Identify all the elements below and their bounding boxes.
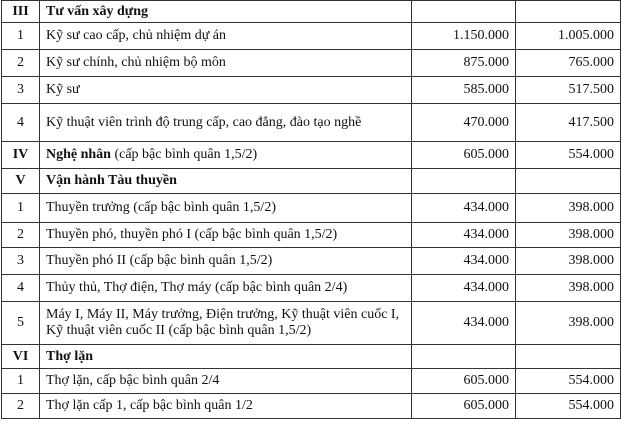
value-col-1 [412,169,516,194]
value-col-2: 417.500 [516,104,621,142]
row-description: Kỹ thuật viên trình độ trung cấp, cao đẳng, đào tạo nghề [40,104,412,142]
value-col-2: 398.000 [516,194,621,223]
value-col-2: 554.000 [516,394,621,419]
table-row [2,194,621,223]
value-col-1: 434.000 [412,275,516,302]
table-row [2,223,621,248]
value-col-2: 554.000 [516,142,621,169]
table-row [2,302,621,345]
row-index: VI [2,345,40,369]
row-description: Máy I, Máy II, Máy trưởng, Điện trưởng, Kỹ thuật viên cuốc I, Kỹ thuật viên cuốc II (cấp bậc bình quân 1,5/2) [40,302,412,345]
row-index: 5 [2,302,40,345]
table-row [2,394,621,419]
value-col-1: 605.000 [412,394,516,419]
value-col-2: 398.000 [516,223,621,248]
value-col-1: 875.000 [412,50,516,77]
row-description: Thuyền trưởng (cấp bậc bình quân 1,5/2) [40,194,412,223]
value-col-1: 605.000 [412,369,516,394]
section-row [2,345,621,369]
wage-table [1,0,621,419]
table-row [2,248,621,275]
table-row [2,369,621,394]
section-row [2,142,621,169]
value-col-2: 765.000 [516,50,621,77]
section-title-bold: Nghệ nhân [46,147,111,162]
table-row [2,275,621,302]
wage-table-body [2,1,621,419]
value-col-1: 434.000 [412,223,516,248]
section-title-detail: (cấp bậc bình quân 1,5/2) [110,147,258,162]
value-col-2 [516,345,621,369]
section-title: Vận hành Tàu thuyền [40,169,412,194]
row-index: 4 [2,275,40,302]
row-index: 2 [2,223,40,248]
value-col-2 [516,169,621,194]
row-description: Kỹ sư cao cấp, chủ nhiệm dự án [40,23,412,50]
value-col-2: 398.000 [516,275,621,302]
value-col-2: 554.000 [516,369,621,394]
table-row [2,104,621,142]
section-row [2,1,621,23]
table-row [2,77,621,104]
section-title: Tư vấn xây dựng [40,1,412,23]
row-index: 1 [2,194,40,223]
row-index: 1 [2,23,40,50]
row-description: Thợ lặn, cấp bậc bình quân 2/4 [40,369,412,394]
table-row [2,50,621,77]
row-index: IV [2,142,40,169]
value-col-2: 398.000 [516,248,621,275]
row-description: Thợ lặn cấp 1, cấp bậc bình quân 1/2 [40,394,412,419]
row-index: 4 [2,104,40,142]
value-col-1: 1.150.000 [412,23,516,50]
row-index: 1 [2,369,40,394]
section-title [40,142,412,169]
row-description: Kỹ sư chính, chủ nhiệm bộ môn [40,50,412,77]
value-col-1: 605.000 [412,142,516,169]
row-description: Thủy thủ, Thợ điện, Thợ máy (cấp bậc bình quân 2/4) [40,275,412,302]
row-description: Kỹ sư [40,77,412,104]
value-col-1: 434.000 [412,194,516,223]
row-description: Thuyền phó II (cấp bậc bình quân 1,5/2) [40,248,412,275]
value-col-1 [412,1,516,23]
value-col-1: 434.000 [412,302,516,345]
row-index: III [2,1,40,23]
value-col-1: 470.000 [412,104,516,142]
value-col-1 [412,345,516,369]
value-col-1: 585.000 [412,77,516,104]
value-col-2 [516,1,621,23]
value-col-2: 1.005.000 [516,23,621,50]
row-index: 2 [2,50,40,77]
section-title: Thợ lặn [40,345,412,369]
value-col-2: 517.500 [516,77,621,104]
row-index: 3 [2,248,40,275]
value-col-1: 434.000 [412,248,516,275]
value-col-2: 398.000 [516,302,621,345]
row-index: 3 [2,77,40,104]
row-index: 2 [2,394,40,419]
section-row [2,169,621,194]
row-description: Thuyền phó, thuyền phó I (cấp bậc bình quân 1,5/2) [40,223,412,248]
table-row [2,23,621,50]
row-index: V [2,169,40,194]
